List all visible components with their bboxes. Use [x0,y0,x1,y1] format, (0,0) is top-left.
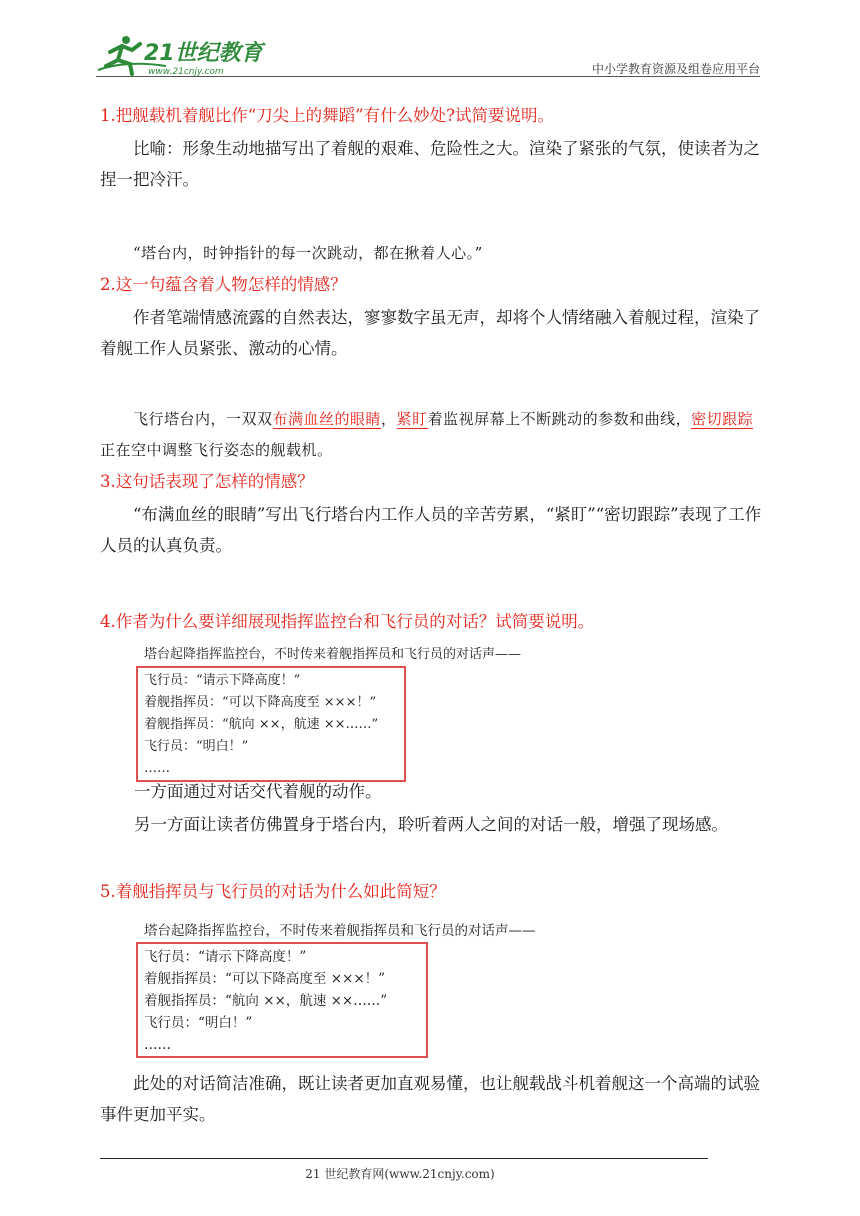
dialog-intro: 塔台起降指挥监控台，不时传来着舰指挥员和飞行员的对话声—— [144,923,536,939]
logo-url-text: www.21cnjy.com [148,67,224,77]
question-4-question [100,606,762,637]
question-5: 5.着舰指挥员与飞行员的对话为什么如此简短？ [100,882,446,901]
question-3-block [100,404,762,561]
header-divider [96,76,760,77]
answer-2: 作者笔端情感流露的自然表达，寥寥数字虽无声，却将个人情绪融入着舰过程，渲染了着舰工作人员紧张、激动的心情。 [100,308,760,358]
question-2: 2.这一句蕴含着人物怎样的情感？ [100,275,347,294]
dialog-line: 着舰指挥员：“航向 ××，航速 ××……” [144,717,379,732]
dialog-line: 飞行员：“明白！” [144,739,249,754]
highlight-bloodshot-eyes: 布满血丝的眼睛 [272,410,382,428]
question-5-question [100,876,762,907]
dialog-line: 着舰指挥员：“可以下降高度至 ×××！” [144,695,377,710]
dialog-line: 飞行员：“请示下降高度！” [144,673,301,688]
highlight-track: 密切跟踪 [691,410,754,428]
answer-5-block [100,1068,762,1130]
page-header [96,30,760,80]
question-1: 1.把舰载机着舰比作“刀尖上的舞蹈”有什么妙处?试简要说明。 [100,106,554,125]
logo-text: 21世纪教育 [144,41,263,66]
highlight-stare: 紧盯 [396,410,428,428]
dialog-line: …… [144,1037,171,1053]
dialog-line: 着舰指挥员：“航向 ××，航速 ××……” [144,993,388,1009]
question-3: 3.这句话表现了怎样的情感？ [100,472,314,491]
answer-3: “布满血丝的眼睛”写出飞行塔台内工作人员的辛苦劳累，“紧盯”“密切跟踪”表现了工作人员的认真负责。 [100,505,762,555]
footer-divider [100,1158,708,1159]
question-4: 4.作者为什么要详细展现指挥监控台和飞行员的对话？试简要说明。 [100,612,595,631]
dialog-intro: 塔台起降指挥监控台，不时传来着舰指挥员和飞行员的对话声—— [144,647,522,662]
dialog-box [136,942,428,1058]
dialog-line: 着舰指挥员：“可以下降高度至 ×××！” [144,971,386,987]
question-1-block [100,100,762,195]
answer-1: 比喻：形象生动地描写出了着舰的艰难、危险性之大。渲染了紧张的气氛，使读者为之捏一把冷汗。 [100,139,760,189]
dialog-excerpt-1 [136,644,521,782]
quote-3: 飞行塔台内，一双双布满血丝的眼睛，紧盯着监视屏幕上不断跳动的参数和曲线，密切跟踪正在空中调整飞行姿态的舰载机。 [100,410,754,459]
site-logo[interactable] [96,30,266,78]
quote-2: “塔台内，时钟指针的每一次跳动，都在揪着人心。” [133,244,483,262]
platform-name: 中小学教育资源及组卷应用平台 [591,62,760,76]
dialog-line: …… [144,761,170,776]
question-2-block [100,238,762,364]
dialog-excerpt-2 [136,920,536,1058]
page-footer[interactable]: 21 世纪教育网(www.21cnjy.com) [305,1167,495,1181]
answer-4-part-1: 一方面通过对话交代着舰的动作。 [134,782,382,801]
dialog-line: 飞行员：“请示下降高度！” [144,949,307,965]
dialog-line: 飞行员：“明白！” [144,1015,253,1031]
dialog-box [136,666,406,782]
answer-4-block [100,776,762,840]
answer-4-part-2: 另一方面让读者仿佛置身于塔台内，聆听着两人之间的对话一般，增强了现场感。 [134,815,728,834]
answer-5: 此处的对话简洁准确，既让读者更加直观易懂，也让舰载战斗机着舰这一个高端的试验事件更加平实。 [100,1074,760,1124]
